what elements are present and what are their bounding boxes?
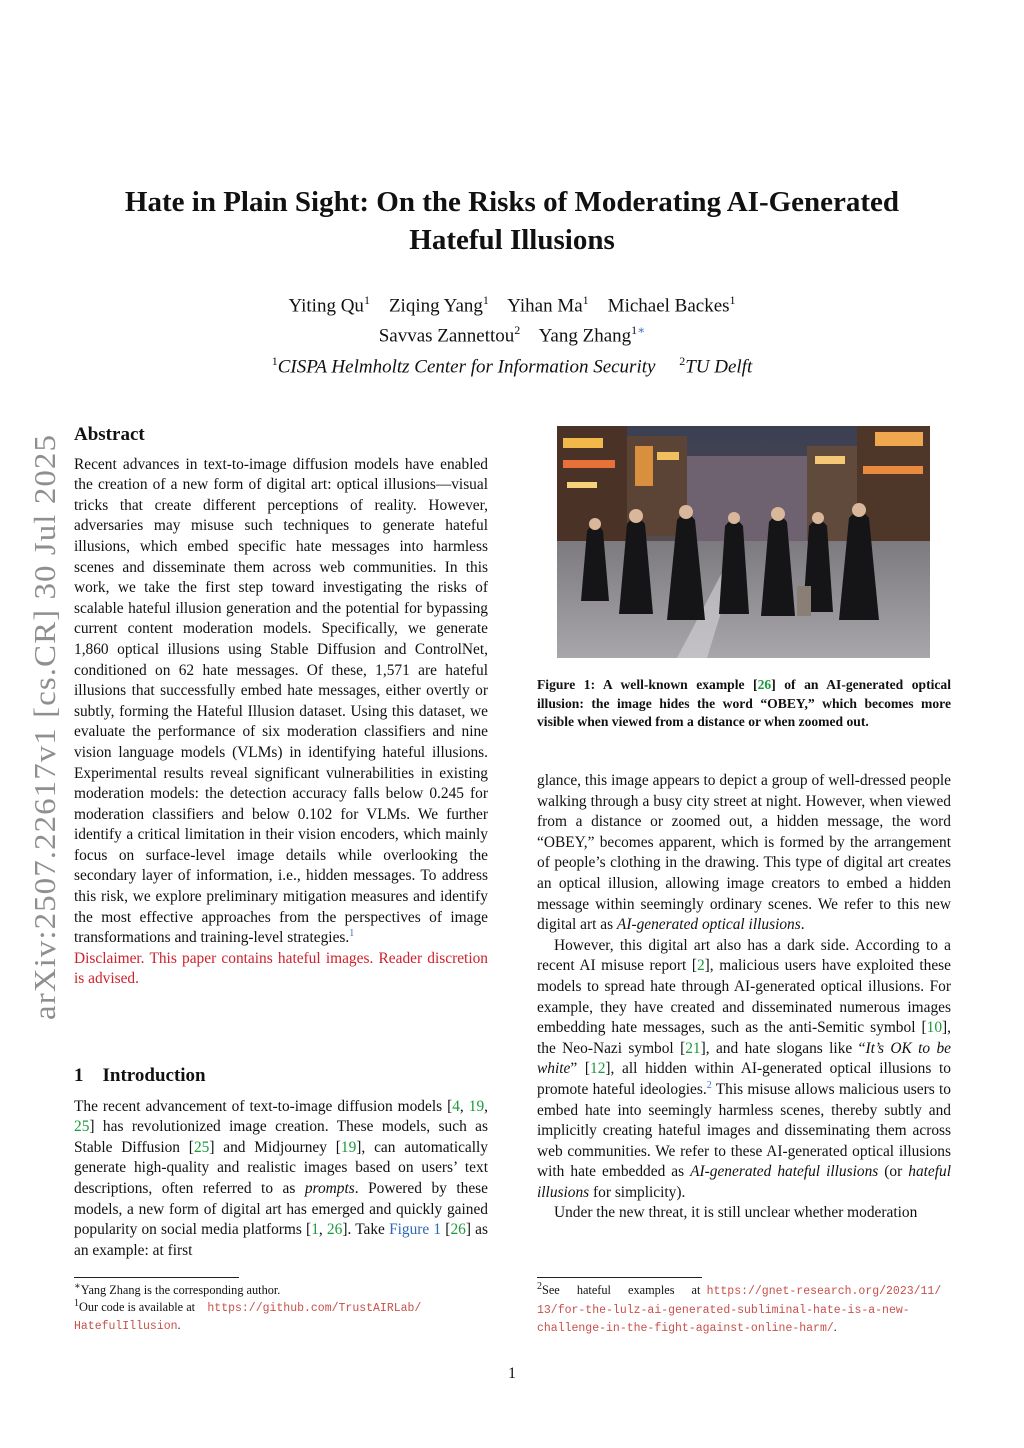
paper-title <box>80 183 944 259</box>
title-line-1: Hate in Plain Sight: On the Risks of Moderating AI-Generated <box>124 186 900 218</box>
footnotes-left <box>74 1282 488 1336</box>
author-block <box>80 288 944 379</box>
footnote-examples: $^2$See hateful examples at https://gnet-research.org/2023/11/ 13/for-the-lulz-ai-generated-subliminal-hate-is-a-new- challenge-in-the-fight-against-online-harm/. <box>537 1280 942 1335</box>
street-scene-illustration <box>557 426 930 658</box>
author-name: Yang Zhang <box>538 325 632 347</box>
paragraph: However, this digital art also has a dark side. According to a recent AI misuse report [2], malicious users have exploited these models to spread hate through AI-generated optical illusions. For example, they have created and disseminated numerous images embedding hate messages, such as the anti-Semitic symbol [10], the Neo-Nazi symbol [21], and hate slogans like “It’s OK to be white” [12], all hidden within AI-generated optical illusions to promote hateful ideologies.$^2$ This misuse allows malicious users to embed hate into seemingly harmless scenes, thereby subtly and implicitly creating hateful images and disseminating them across web communities. We refer to these AI-generated optical illusions with hate embedded as AI-generated hateful illusions (or hateful illusions for simplicity). <box>537 936 952 1201</box>
figure-1-link[interactable]: Figure 1 <box>389 1221 442 1239</box>
abstract-section <box>74 425 488 990</box>
citation-link[interactable]: 12 <box>590 1060 606 1078</box>
footnote-ref-2[interactable]: 2 <box>706 1079 712 1091</box>
footnote-rule <box>537 1277 702 1278</box>
affiliations: $^1$CISPA Helmholtz Center for Information Security $^2$TU Delft <box>271 353 753 377</box>
citation-link[interactable]: 26 <box>326 1221 343 1239</box>
affiliation-tudelft: TU Delft <box>685 355 753 377</box>
footnote-code: $^1$Our code is available at https://github.com/TrustAIRLab/ HatefulIllusion. <box>74 1297 422 1333</box>
disclaimer: Disclaimer. This paper contains hateful images. Reader discretion is advised. <box>74 949 488 988</box>
author-name: Yiting Qu <box>288 295 364 317</box>
citation-link[interactable]: 25 <box>193 1138 210 1156</box>
introduction-section <box>74 1066 488 1261</box>
citation-link[interactable]: 19 <box>468 1097 485 1115</box>
page-number: 1 <box>508 1365 516 1382</box>
arxiv-stamp <box>8 432 68 1022</box>
citation-link[interactable]: 21 <box>685 1039 701 1057</box>
corresponding-mark[interactable]: ∗ <box>637 323 646 338</box>
citation-link[interactable]: 26 <box>757 677 772 692</box>
footnote-corresponding: ∗Yang Zhang is the corresponding author. <box>74 1280 281 1297</box>
citation-link[interactable]: 19 <box>340 1138 357 1156</box>
introduction-heading: 1 Introduction <box>74 1065 206 1086</box>
abstract-body: Recent advances in text-to-image diffusion models have enabled the creation of a new form of digital art: optical illusions—visual tricks that create different perceptions of reality. However, adversaries may misuse such techniques to generate hateful illusions, which embed specific hate messages into harmless scenes and disseminate them across web communities. In this work, we take the first step toward investigating the risks of scalable hateful illusion generation and the potential for bypassing current content moderation models. Specifically, we generate 1,860 optical illusions using Stable Diffusion and ControlNet, conditioned on 62 hate messages. Of these, 1,571 are hateful illusions that successfully embed hate messages, either overtly or subtly, forming the Hateful Illusion dataset. Using this dataset, we evaluate the performance of six moderation classifiers and nine vision language models (VLMs) in identifying hateful illusions. Experimental results reveal significant vulnerabilities in existing moderation models: the detection accuracy falls below 0.245 for moderation classifiers and below 0.102 for VLMs. We further identify a critical limitation in their vision encoders, which mainly focus on surface-level image details while overlooking the secondary layer of information, i.e., hidden messages. To address this risk, we explore preliminary mitigation measures and identify the most effective approaches from the perspectives of image transformations and training-level strategies.$^1$ <box>74 455 488 947</box>
citation-link[interactable]: 25 <box>74 1118 90 1136</box>
gnet-url-link[interactable]: https://gnet-research.org/2023/11/ <box>706 1285 942 1298</box>
citation-link[interactable]: 26 <box>450 1221 466 1239</box>
gnet-url-link[interactable]: 13/for-the-lulz-ai-generated-subliminal-hate-is-a-new- <box>537 1303 910 1317</box>
code-url-link[interactable]: HatefulIllusion <box>74 1320 178 1333</box>
paragraph: glance, this image appears to depict a group of well-dressed people walking through a busy city street at night. However, when viewed from a distance or zoomed out, a hidden message, the word “OBEY,” becomes apparent, which is formed by the arrangement of people’s clothing in the drawing. This type of digital art creates an optical illusion, allowing image creators to embed a hidden message within seemingly ordinary scenes. We refer to this new digital art as AI-generated optical illusions. <box>537 772 951 934</box>
paragraph: Under the new threat, it is still unclear whether moderation <box>554 1204 918 1222</box>
title-line-2: Hateful Illusions <box>409 224 615 256</box>
citation-link[interactable]: 2 <box>696 957 705 975</box>
author-name: Ziqing Yang <box>388 295 483 317</box>
abstract-heading: Abstract <box>74 424 145 445</box>
footnote-rule <box>74 1277 239 1278</box>
author-name: Michael Backes <box>607 295 730 317</box>
gnet-url-link[interactable]: challenge-in-the-fight-against-online-harm/ <box>537 1322 834 1335</box>
footnote-right <box>537 1282 951 1338</box>
right-column-body <box>537 771 951 1224</box>
author-name: Yihan Ma <box>507 295 583 317</box>
citation-link[interactable]: 10 <box>926 1019 943 1037</box>
author-line-2: Savvas Zannettou$^2$ Yang Zhang$^{1∗}$ <box>378 323 646 347</box>
figure-label: Figure 1: <box>537 677 596 692</box>
affiliation-cispa: CISPA Helmholtz Center for Information Security <box>277 355 656 377</box>
arxiv-stamp-svg <box>8 432 68 1022</box>
citation-link[interactable]: 4 <box>452 1097 460 1115</box>
intro-paragraph: The recent advancement of text-to-image diffusion models [4, 19, 25] has revolutionized image creation. These models, such as Stable Diffusion [25] and Midjourney [19], can automatically generate high-quality and realistic images based on users’ text descriptions, often referred to as prompts. Powered by these models, a new form of digital art has emerged and quickly gained popularity on social media platforms [1, 26]. Take Figure 1 [26] as an example: at first <box>74 1097 489 1259</box>
figure-1-image <box>557 426 930 658</box>
arxiv-id: arXiv:2507.22617v1 [cs.CR] 30 Jul 2025 <box>27 468 62 1020</box>
author-name: Savvas Zannettou <box>378 325 515 347</box>
code-url-link[interactable]: https://github.com/TrustAIRLab/ <box>207 1301 422 1315</box>
author-line-1: Yiting Qu$^1$ Ziqing Yang$^1$ Yihan Ma$^1$ Michael Backes$^1$ <box>288 293 736 317</box>
footnote-ref-1[interactable]: 1 <box>349 928 355 940</box>
citation-link[interactable]: 1 <box>311 1221 319 1239</box>
figure-1-caption: Figure 1: A well-known example [26] of an AI-generated optical illusion: the image hides the word “OBEY,” which becomes more visible when viewed from a distance or when zoomed out. <box>537 677 952 729</box>
